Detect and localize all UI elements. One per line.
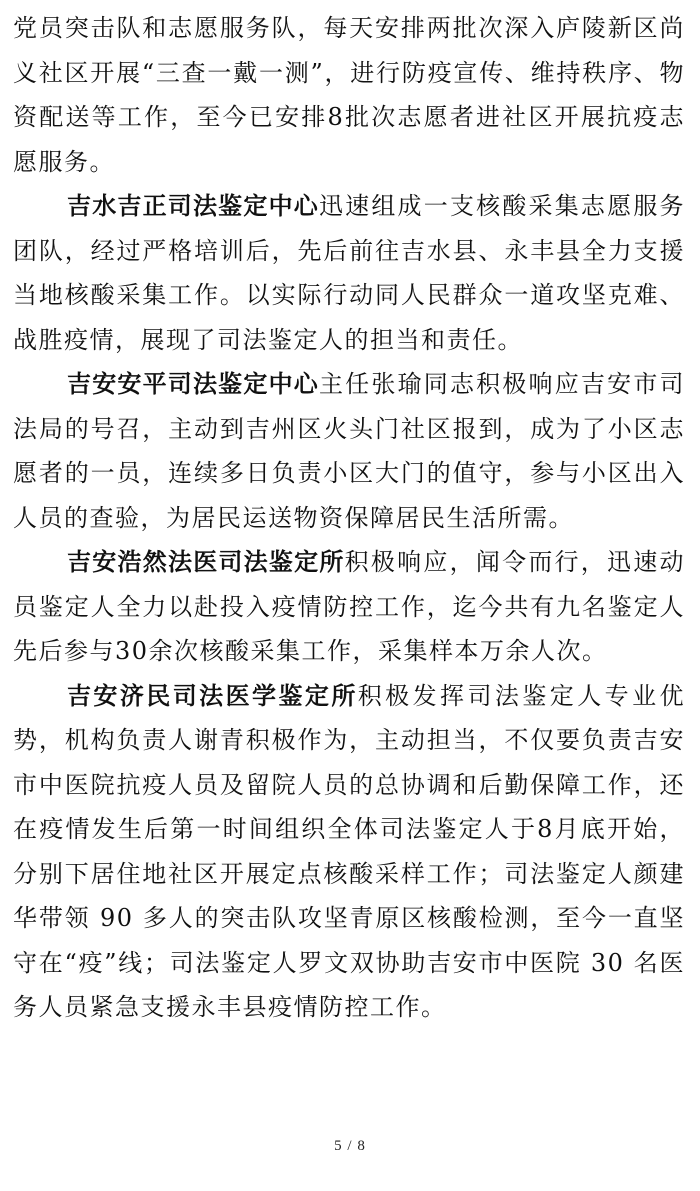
paragraph-text: 党员突击队和志愿服务队，每天安排两批次深入庐陵新区尚义社区开展“三查一戴一测”，进行防疫宣传、维持秩序、物资配送等工作，至今已安排8批次志愿者进社区开展抗疫志愿服务。 xyxy=(13,14,685,176)
organization-name: 吉安安平司法鉴定中心 xyxy=(67,370,319,398)
paragraph-jishui-jizheng xyxy=(13,184,685,362)
organization-name: 吉水吉正司法鉴定中心 xyxy=(67,192,319,220)
organization-name: 吉安济民司法医学鉴定所 xyxy=(67,681,358,710)
paragraph-text: 迅速组成一支核酸采集志愿服务团队，经过严格培训后，先后前往吉水县、永丰县全力支援当地核酸采集工作。以实际行动同人民群众一道攻坚克难、战胜疫情，展现了司法鉴定人的担当和责任。 xyxy=(13,192,686,354)
organization-name: 吉安浩然法医司法鉴定所 xyxy=(67,548,345,576)
document-body xyxy=(13,6,685,1030)
paragraph-continuation xyxy=(13,6,685,184)
paragraph-jian-anping xyxy=(13,362,685,540)
paragraph-text: 主任张瑜同志积极响应吉安市司法局的号召，主动到吉州区火头门社区报到，成为了小区志愿者的一员，连续多日负责小区大门的值守，参与小区出入人员的查验，为居民运送物资保障居民生活所需。 xyxy=(13,370,686,532)
paragraph-text: 积极响应，闻令而行，迅速动员鉴定人全力以赴投入疫情防控工作，迄今共有九名鉴定人先后参与30余次核酸采集工作，采集样本万余人次。 xyxy=(13,548,686,665)
paragraph-jian-haoran xyxy=(13,540,685,674)
paragraph-text: 积极发挥司法鉴定人专业优势，机构负责人谢青积极作为，主动担当，不仅要负责吉安市中医院抗疫人员及留院人员的总协调和后勤保障工作，还在疫情发生后第一时间组织全体司法鉴定人于8月底开始，分别下居住地社区开展定点核酸采样工作；司法鉴定人颜建华带领 90 多人的突击队攻坚青原区核酸检测，至今一直坚守在“疫”线；司法鉴定人罗文双协助吉安市中医院 30 名医务人员紧急支援永丰县疫情防控工作。 xyxy=(13,681,685,1021)
paragraph-jian-jimin xyxy=(13,674,685,1030)
page-number: 5 / 8 xyxy=(334,1138,366,1154)
